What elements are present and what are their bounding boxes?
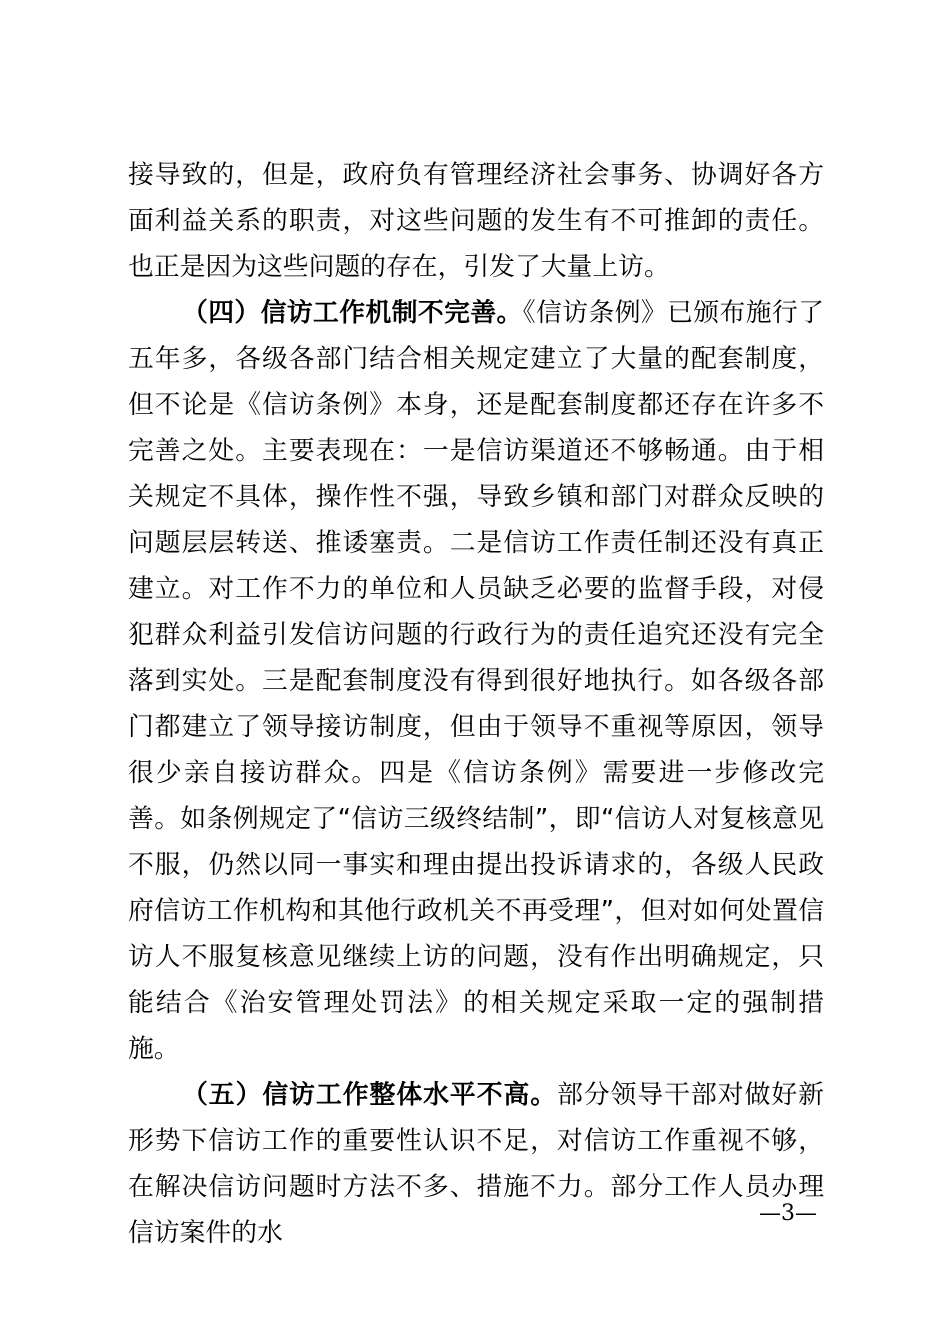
page-number: —3— [759,1201,817,1226]
paragraph-continuation [128,152,824,290]
paragraph-text: 部分领导干部对做好新形势下信访工作的重要性认识不足，对信访工作重视不够，在解决信访问题时方法不多、措施不力。部分工作人员办理信访案件的水 [128,1080,824,1248]
paragraph-section-4 [128,290,824,1072]
paragraph-section-5 [128,1072,824,1256]
section-heading: （四）信访工作机制不完善。 [182,298,523,328]
paragraph-text: 接导致的，但是，政府负有管理经济社会事务、协调好各方面利益关系的职责，对这些问题的发生有不可推卸的责任。也正是因为这些问题的存在，引发了大量上访。 [128,160,824,282]
section-heading: （五）信访工作整体水平不高。 [182,1080,558,1110]
document-body [128,152,824,1256]
paragraph-text: 《信访条例》已颁布施行了五年多，各级各部门结合相关规定建立了大量的配套制度，但不论是《信访条例》本身，还是配套制度都还存在许多不完善之处。主要表现在：一是信访渠道还不够畅通。由于相关规定不具体，操作性不强，导致乡镇和部门对群众反映的问题层层转送、推诿塞责。二是信访工作责任制还没有真正建立。对工作不力的单位和人员缺乏必要的监督手段，对侵犯群众利益引发信访问题的行政行为的责任追究还没有完全落到实处。三是配套制度没有得到很好地执行。如各级各部门都建立了领导接访制度，但由于领导不重视等原因，领导很少亲自接访群众。四是《信访条例》需要进一步修改完善。如条例规定了“信访三级终结制”，即“信访人对复核意见不服，仍然以同一事实和理由提出投诉请求的，各级人民政府信访工作机构和其他行政机关不再受理”，但对如何处置信访人不服复核意见继续上访的问题，没有作出明确规定，只能结合《治安管理处罚法》的相关规定采取一定的强制措施。 [128,298,824,1064]
